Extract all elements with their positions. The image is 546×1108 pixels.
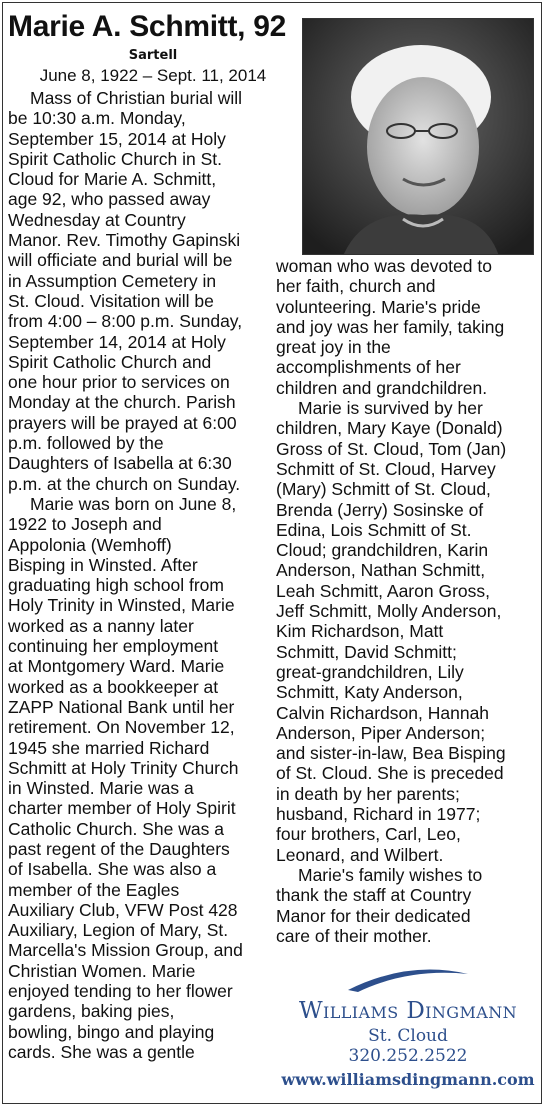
obituary-text-line: Schmitt of St. Cloud, Harvey (276, 458, 496, 479)
obituary-dates: June 8, 1922 – Sept. 11, 2014 (39, 66, 267, 85)
obituary-text-line: Manor for their dedicated (276, 905, 471, 926)
obituary-left-column (8, 88, 298, 1062)
obituary-text-line: retirement. On November 12, (8, 717, 235, 738)
obituary-text-line: children and grandchildren. (276, 377, 488, 398)
obituary-text-line: gardens, baking pies, (8, 1001, 175, 1022)
obituary-text-line: Wednesday at Country (8, 209, 186, 230)
obituary-text-line: Marie's family wishes to (298, 864, 483, 885)
obituary-text-line: 1922 to Joseph and (8, 514, 162, 535)
obituary-text-line: volunteering. Marie's pride (276, 296, 481, 317)
obituary-text-line: great-grandchildren, Lily (276, 661, 464, 682)
obituary-text-line: Schmitt, Katy Anderson, (276, 682, 463, 703)
obituary-text-line: September 15, 2014 at Holy (8, 128, 226, 149)
obituary-text-line: of Isabella. She was also a (8, 859, 217, 880)
obituary-text-line: charter member of Holy Spirit (8, 798, 236, 819)
obituary-text-line: and sister-in-law, Bea Bisping (276, 743, 506, 764)
funeral-home-city: St. Cloud (368, 1026, 448, 1046)
obituary-text-line: Monday at the church. Parish (8, 392, 236, 413)
obituary-text-line: one hour prior to services on (8, 372, 230, 393)
obituary-text-line: ZAPP National Bank until her (8, 696, 235, 717)
obituary-text-line: in Winsted. Marie was a (8, 778, 194, 799)
obituary-text-line: Mass of Christian burial will (30, 88, 243, 108)
obituary-text-line: four brothers, Carl, Leo, (276, 824, 461, 845)
obituary-text-line: Marcella's Mission Group, and (8, 940, 243, 961)
funeral-home-url[interactable]: www.williamsdingmann.com (281, 1070, 535, 1089)
obituary-text-line: Appolonia (Wemhoff) (8, 534, 172, 555)
obituary-text-line: Spirit Catholic Church and (8, 351, 212, 372)
obituary-text-line: be 10:30 a.m. Monday, (8, 108, 186, 129)
obituary-text-line: care of their mother. (276, 925, 432, 946)
obituary-text-line: Cloud; grandchildren, Karin (276, 540, 489, 561)
obituary-text-line: continuing her employment (8, 636, 219, 657)
portrait-photo (302, 18, 534, 255)
obituary-text-line: Catholic Church. She was a (8, 818, 224, 839)
obituary-text-line: worked as a bookkeeper at (8, 676, 219, 697)
obituary-text-line: Bisping in Winsted. After (8, 554, 198, 575)
obituary-text-line: Marie is survived by her (298, 398, 483, 419)
obituary-text-line: Jeff Schmitt, Molly Anderson, (276, 601, 502, 622)
funeral-home-phone: 320.252.2522 (348, 1046, 468, 1066)
obituary-text-line: (Mary) Schmitt of St. Cloud, (276, 479, 491, 500)
obituary-text-line: in death by her parents; (276, 783, 460, 804)
obituary-text-line: Leah Schmitt, Aaron Gross, (276, 580, 490, 601)
funeral-home-name: Williams Dingmann (298, 998, 518, 1024)
obituary-text-line: Schmitt, David Schmitt; (276, 641, 457, 662)
obituary-text-line: at Montgomery Ward. Marie (8, 656, 225, 677)
obituary-text-line: her faith, church and (276, 276, 436, 297)
funeral-home-logo (276, 966, 540, 1089)
obituary-text-line: and joy was her family, taking (276, 316, 505, 337)
obituary-text-line: past regent of the Daughters (8, 838, 230, 859)
obituary-text-line: Manor. Rev. Timothy Gapinski (8, 230, 241, 251)
obituary-text-line: Daughters of Isabella at 6:30 (8, 453, 232, 474)
obituary-text-line: from 4:00 – 8:00 p.m. Sunday, (8, 311, 243, 332)
obituary-text-line: great joy in the (276, 337, 391, 358)
obituary-text-line: p.m. followed by the (8, 433, 164, 454)
obituary-text-line: in Assumption Cemetery in (8, 270, 217, 291)
obituary-text-line: bowling, bingo and playing (8, 1021, 215, 1042)
obituary-text-line: Gross of St. Cloud, Tom (Jan) (276, 438, 507, 459)
obituary-text-line: p.m. at the church on Sunday. (8, 473, 241, 494)
obituary-city: Sartell (128, 48, 178, 63)
obituary-text-line: Anderson, Piper Anderson; (276, 722, 486, 743)
obituary-text-line: Calvin Richardson, Hannah (276, 702, 490, 723)
obituary-text-line: September 14, 2014 at Holy (8, 331, 226, 352)
obituary-text-line: woman who was devoted to (276, 256, 492, 276)
swoosh-icon (338, 966, 478, 996)
obituary-text-line: Marie was born on June 8, (30, 493, 237, 514)
obituary-text-line: cards. She was a gentle (8, 1041, 195, 1062)
obituary-text-line: Leonard, and Wilbert. (276, 844, 444, 865)
obituary-text-line: accomplishments of her (276, 357, 461, 378)
obituary-text-line: 1945 she married Richard (8, 737, 210, 758)
obituary-text-line: prayers will be prayed at 6:00 (8, 412, 237, 433)
obituary-text-line: husband, Richard in 1977; (276, 804, 481, 825)
obituary-text-line: worked as a nanny later (8, 615, 194, 636)
obituary-right-column (276, 256, 540, 946)
obituary-text-line: enjoyed tending to her flower (8, 981, 233, 1002)
obituary-text-line: of St. Cloud. She is preceded (276, 763, 504, 784)
obituary-text-line: Auxiliary Club, VFW Post 428 (8, 899, 238, 920)
obituary-text-line: thank the staff at Country (276, 885, 472, 906)
obituary-text-line: children, Mary Kaye (Donald) (276, 418, 503, 439)
obituary-text-line: Edina, Lois Schmitt of St. (276, 519, 472, 540)
obituary-text-line: Christian Women. Marie (8, 960, 196, 981)
obituary-name: Marie A. Schmitt, 92 (8, 10, 286, 43)
obituary-text-line: age 92, who passed away (8, 189, 211, 210)
obituary-text-line: member of the Eagles (8, 879, 180, 900)
obituary-text-line: Holy Trinity in Winsted, Marie (8, 595, 235, 616)
obituary-text-line: Auxiliary, Legion of Mary, St. (8, 920, 229, 941)
obituary-text-line: will officiate and burial will be (8, 250, 233, 271)
obituary-text-line: Cloud for Marie A. Schmitt, (8, 169, 217, 190)
obituary-text-line: St. Cloud. Visitation will be (8, 290, 214, 311)
obituary-text-line: Kim Richardson, Matt (276, 621, 444, 642)
portrait-photo-icon (303, 19, 534, 255)
obituary-text-line: Spirit Catholic Church in St. (8, 148, 222, 169)
obituary-text-line: Anderson, Nathan Schmitt, (276, 560, 486, 581)
obituary-text-line: Brenda (Jerry) Sosinske of (276, 499, 484, 520)
obituary-text-line: Schmitt at Holy Trinity Church (8, 757, 239, 778)
obituary-text-line: graduating high school from (8, 575, 224, 596)
